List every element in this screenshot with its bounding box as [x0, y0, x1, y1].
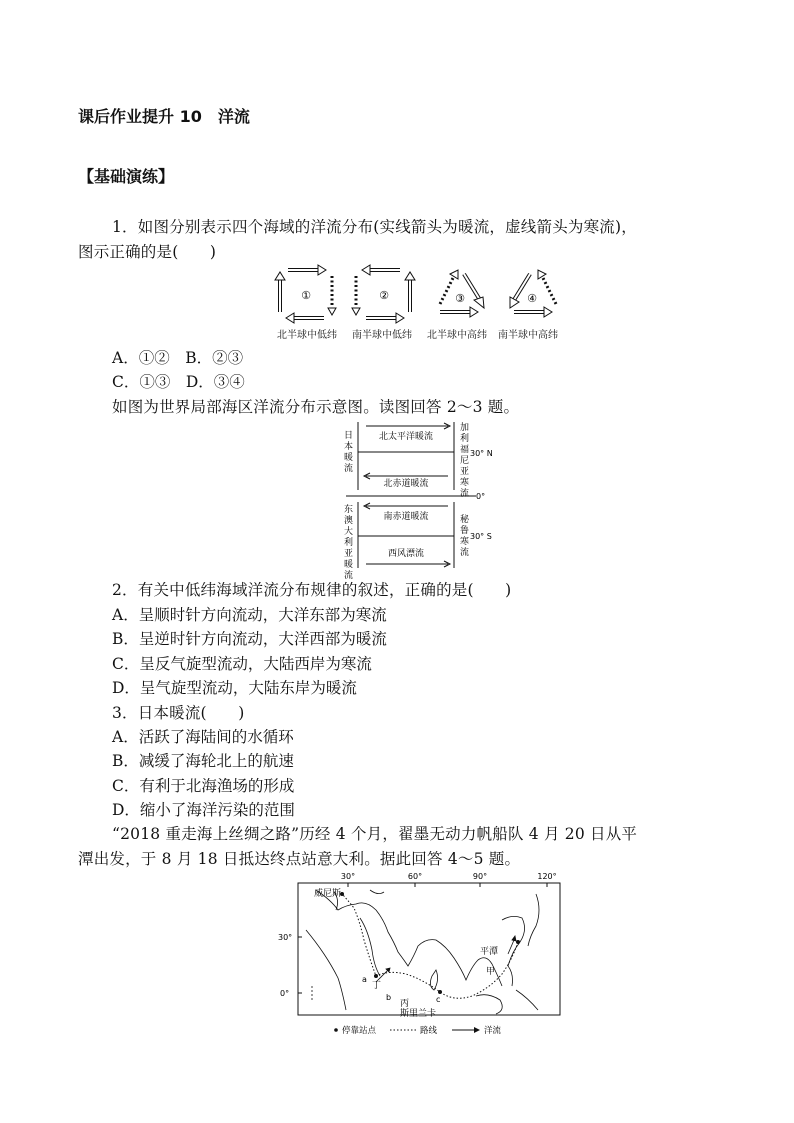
pingtan-label: 平潭 — [480, 947, 499, 957]
svg-text:尼: 尼 — [460, 456, 470, 466]
peru-current-label — [460, 514, 470, 558]
venice-label: 威尼斯 — [314, 889, 342, 899]
q4-5-intro-line1: “2018 重走海上丝绸之路”历经 4 个月，翟墨无动力帆船队 4 月 20 日从平 — [112, 825, 638, 843]
south-equatorial-label: 南赤道暖流 — [383, 512, 429, 522]
figure-1-label: 北半球中低纬 — [277, 330, 337, 341]
north-pacific-drift-label: 北太平洋暖流 — [378, 432, 434, 442]
q3-option-a: A．活跃了海陆间的水循环 — [112, 728, 294, 746]
figure-3-label: 北半球中高纬 — [427, 330, 487, 341]
point-c-label: c — [436, 995, 441, 1004]
east-australian-current-label — [344, 503, 353, 581]
svg-text:暖: 暖 — [344, 453, 354, 463]
svg-text:30°: 30° — [340, 872, 356, 881]
figure-2-label: 南半球中低纬 — [352, 330, 412, 341]
lat-30n-label: 30° N — [470, 449, 493, 458]
svg-text:秘: 秘 — [460, 515, 470, 525]
figure-1-number: ① — [301, 289, 311, 302]
svg-text:福: 福 — [460, 445, 470, 455]
q2-option-c: C．呈反气旋型流动，大陆西岸为寒流 — [112, 655, 372, 673]
svg-text:120°: 120° — [537, 872, 557, 881]
svg-text:90°: 90° — [472, 872, 488, 881]
q1-options-row1: A．①② B．②③ — [112, 349, 244, 367]
lat-0-label: 0° — [476, 492, 486, 501]
figure-3-number: ③ — [455, 292, 465, 305]
svg-text:寒: 寒 — [460, 478, 470, 488]
point-a-label: a — [362, 975, 367, 984]
svg-text:日: 日 — [344, 431, 354, 441]
svg-text:60°: 60° — [407, 872, 423, 881]
north-equatorial-label: 北赤道暖流 — [383, 479, 429, 489]
svg-text:澳: 澳 — [344, 516, 354, 526]
q1-current-figure — [270, 262, 570, 324]
figure-4-label: 南半球中高纬 — [498, 330, 558, 341]
q2-stem: 2．有关中低纬海域洋流分布规律的叙述，正确的是( ) — [112, 581, 512, 599]
jia-label: 甲 — [486, 967, 496, 977]
svg-text:流: 流 — [344, 464, 354, 474]
sri-lanka-label: 斯里兰卡 — [400, 1009, 437, 1019]
section-heading: 【基础演练】 — [78, 167, 175, 186]
svg-text:暖: 暖 — [344, 560, 354, 570]
svg-text:30°: 30° — [278, 933, 293, 942]
svg-text:流: 流 — [460, 548, 470, 558]
svg-text:亚: 亚 — [344, 549, 354, 559]
west-wind-drift-label: 西风漂流 — [387, 549, 425, 559]
ding-label: 丁 — [372, 981, 382, 991]
longitude-labels — [341, 872, 557, 881]
svg-text:加: 加 — [460, 423, 470, 433]
q1-stem-line2: 图示正确的是( ) — [78, 243, 217, 261]
legend-route: 路线 — [420, 1026, 438, 1036]
figure-2-number: ② — [379, 289, 389, 302]
silk-road-route-map — [276, 870, 566, 1040]
svg-text:利: 利 — [460, 434, 470, 444]
california-current-label — [460, 421, 469, 499]
q3-option-d: D．缩小了海洋污染的范围 — [112, 801, 295, 819]
lat-30s-label: 30° S — [470, 532, 492, 541]
point-b-label: b — [386, 993, 392, 1002]
page-title: 课后作业提升 10 洋流 — [78, 107, 250, 126]
q3-option-c: C．有利于北海渔场的形成 — [112, 777, 295, 795]
legend-stop: 停靠站点 — [342, 1026, 377, 1036]
map-legend — [334, 1025, 501, 1036]
latitude-labels — [278, 933, 292, 998]
q1-options-row2: C．①③ D．③④ — [112, 373, 245, 391]
q2-option-b: B．呈逆时针方向流动，大洋西部为暖流 — [112, 630, 387, 648]
q2-option-d: D．呈气旋型流动，大陆东岸为暖流 — [112, 679, 357, 697]
svg-text:0°: 0° — [280, 989, 290, 998]
svg-text:寒: 寒 — [460, 537, 470, 547]
q2-option-a: A．呈顺时针方向流动，大洋东部为寒流 — [112, 606, 387, 624]
svg-text:流: 流 — [460, 489, 470, 499]
q3-option-b: B．减缓了海轮北上的航速 — [112, 752, 294, 770]
svg-text:本: 本 — [344, 442, 354, 452]
ocean-current-schematic — [336, 418, 506, 581]
q1-stem-line1: 1．如图分别表示四个海域的洋流分布(实线箭头为暖流，虚线箭头为寒流)， — [112, 218, 637, 236]
legend-current: 洋流 — [484, 1026, 502, 1036]
svg-text:利: 利 — [344, 538, 354, 548]
svg-text:流: 流 — [344, 571, 354, 581]
japan-current-label — [344, 430, 353, 474]
bing-label: 丙 — [400, 999, 410, 1009]
svg-text:亚: 亚 — [460, 467, 470, 477]
q4-5-intro-line2: 潭出发，于 8 月 18 日抵达终点站意大利。据此回答 4～5 题。 — [78, 850, 521, 868]
q2-3-intro: 如图为世界局部海区洋流分布示意图。读图回答 2～3 题。 — [112, 398, 520, 416]
svg-text:鲁: 鲁 — [460, 526, 470, 536]
svg-text:大: 大 — [344, 527, 354, 537]
svg-text:东: 东 — [344, 505, 354, 515]
figure-4-number: ④ — [527, 292, 537, 305]
q3-stem: 3．日本暖流( ) — [112, 704, 245, 722]
